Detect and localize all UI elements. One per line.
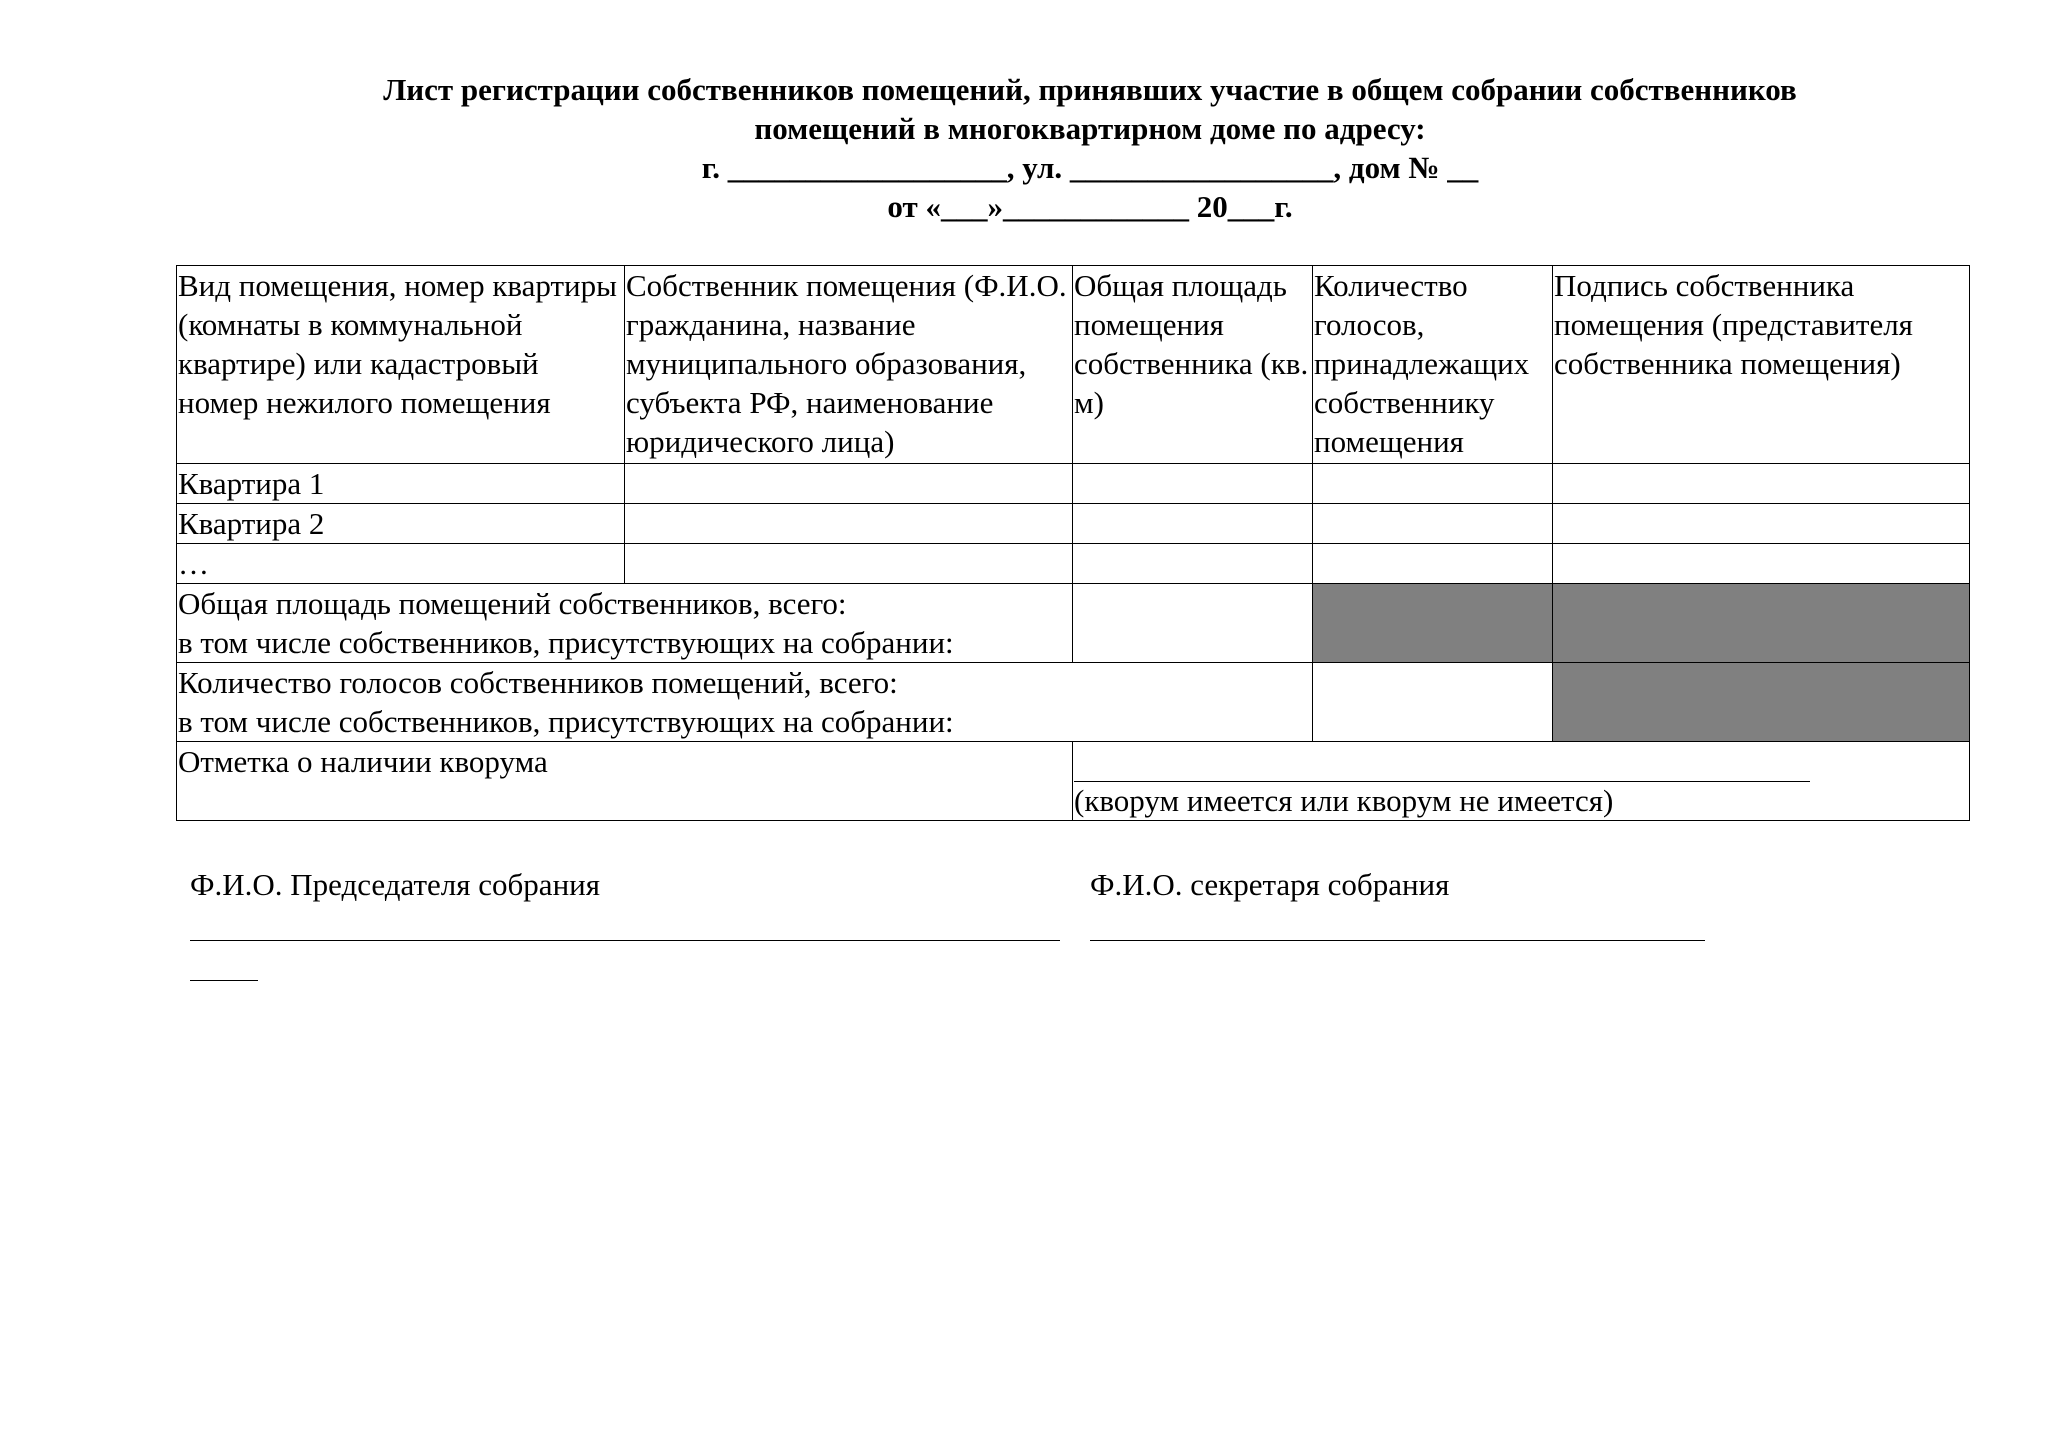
shaded-cell: [1553, 663, 1970, 742]
votes-total-row: [177, 663, 1970, 742]
votes-total-line-2: в том числе собственников, присутствующих на собрании:: [178, 704, 954, 739]
title-address-line: г. __________________, ул. _________________, дом № __: [701, 150, 1479, 185]
owner-cell[interactable]: [625, 464, 1073, 504]
header-owner: Собственник помещения (Ф.И.О. гражданина, название муниципального образования, субъекта РФ, наименование юридического лица): [625, 266, 1073, 464]
votes-total-value-cell[interactable]: [1313, 663, 1553, 742]
votes-total-line-1: Количество голосов собственников помещений, всего:: [178, 665, 898, 700]
chairman-signature-line[interactable]: [190, 940, 1060, 941]
row-premises-label: Квартира 2: [177, 504, 625, 544]
votes-cell[interactable]: [1313, 464, 1553, 504]
quorum-row: [177, 742, 1970, 821]
secretary-label: Ф.И.О. секретаря собрания: [1090, 867, 1450, 902]
secretary-signature-line[interactable]: [1090, 940, 1705, 941]
header-premises-type: Вид помещения, номер квартиры (комнаты в коммунальной квартире) или кадастровый номер нежилого помещения: [177, 266, 625, 464]
area-total-label: [177, 584, 1073, 663]
owner-cell[interactable]: [625, 504, 1073, 544]
area-cell[interactable]: [1073, 504, 1313, 544]
chairman-label: Ф.И.О. Председателя собрания: [190, 867, 601, 902]
votes-total-label: [177, 663, 1313, 742]
quorum-hint: (кворум имеется или кворум не имеется): [1074, 783, 1614, 818]
title-line-1: Лист регистрации собственников помещений, принявших участие в общем собрании собственников: [383, 72, 1797, 107]
title-line-2: помещений в многоквартирном доме по адресу:: [754, 111, 1426, 146]
signature-cell[interactable]: [1553, 504, 1970, 544]
area-cell[interactable]: [1073, 544, 1313, 584]
table-header-row: [177, 266, 1970, 464]
votes-cell[interactable]: [1313, 504, 1553, 544]
header-signature: Подпись собственника помещения (представителя собственника помещения): [1553, 266, 1970, 464]
quorum-label: Отметка о наличии кворума: [177, 742, 1073, 821]
area-cell[interactable]: [1073, 464, 1313, 504]
header-area: Общая площадь помещения собственника (кв. м): [1073, 266, 1313, 464]
signature-cell[interactable]: [1553, 464, 1970, 504]
votes-cell[interactable]: [1313, 544, 1553, 584]
area-total-value-cell[interactable]: [1073, 584, 1313, 663]
header-votes: Количество голосов, принадлежащих собственнику помещения: [1313, 266, 1553, 464]
quorum-mark-cell[interactable]: [1073, 742, 1970, 821]
area-total-line-2: в том числе собственников, присутствующих на собрании:: [178, 625, 954, 660]
signature-cell[interactable]: [1553, 544, 1970, 584]
table-row: [177, 544, 1970, 584]
row-premises-label: …: [177, 544, 625, 584]
shaded-cell: [1553, 584, 1970, 663]
area-total-row: [177, 584, 1970, 663]
chairman-signature-line-continued[interactable]: [190, 980, 258, 981]
table-row: [177, 504, 1970, 544]
owner-cell[interactable]: [625, 544, 1073, 584]
area-total-line-1: Общая площадь помещений собственников, всего:: [178, 586, 847, 621]
row-premises-label: Квартира 1: [177, 464, 625, 504]
document-title: [220, 70, 1960, 226]
shaded-cell: [1313, 584, 1553, 663]
registration-table: [176, 265, 1970, 821]
table-row: [177, 464, 1970, 504]
title-date-line: от «___»____________ 20___г.: [887, 189, 1293, 224]
